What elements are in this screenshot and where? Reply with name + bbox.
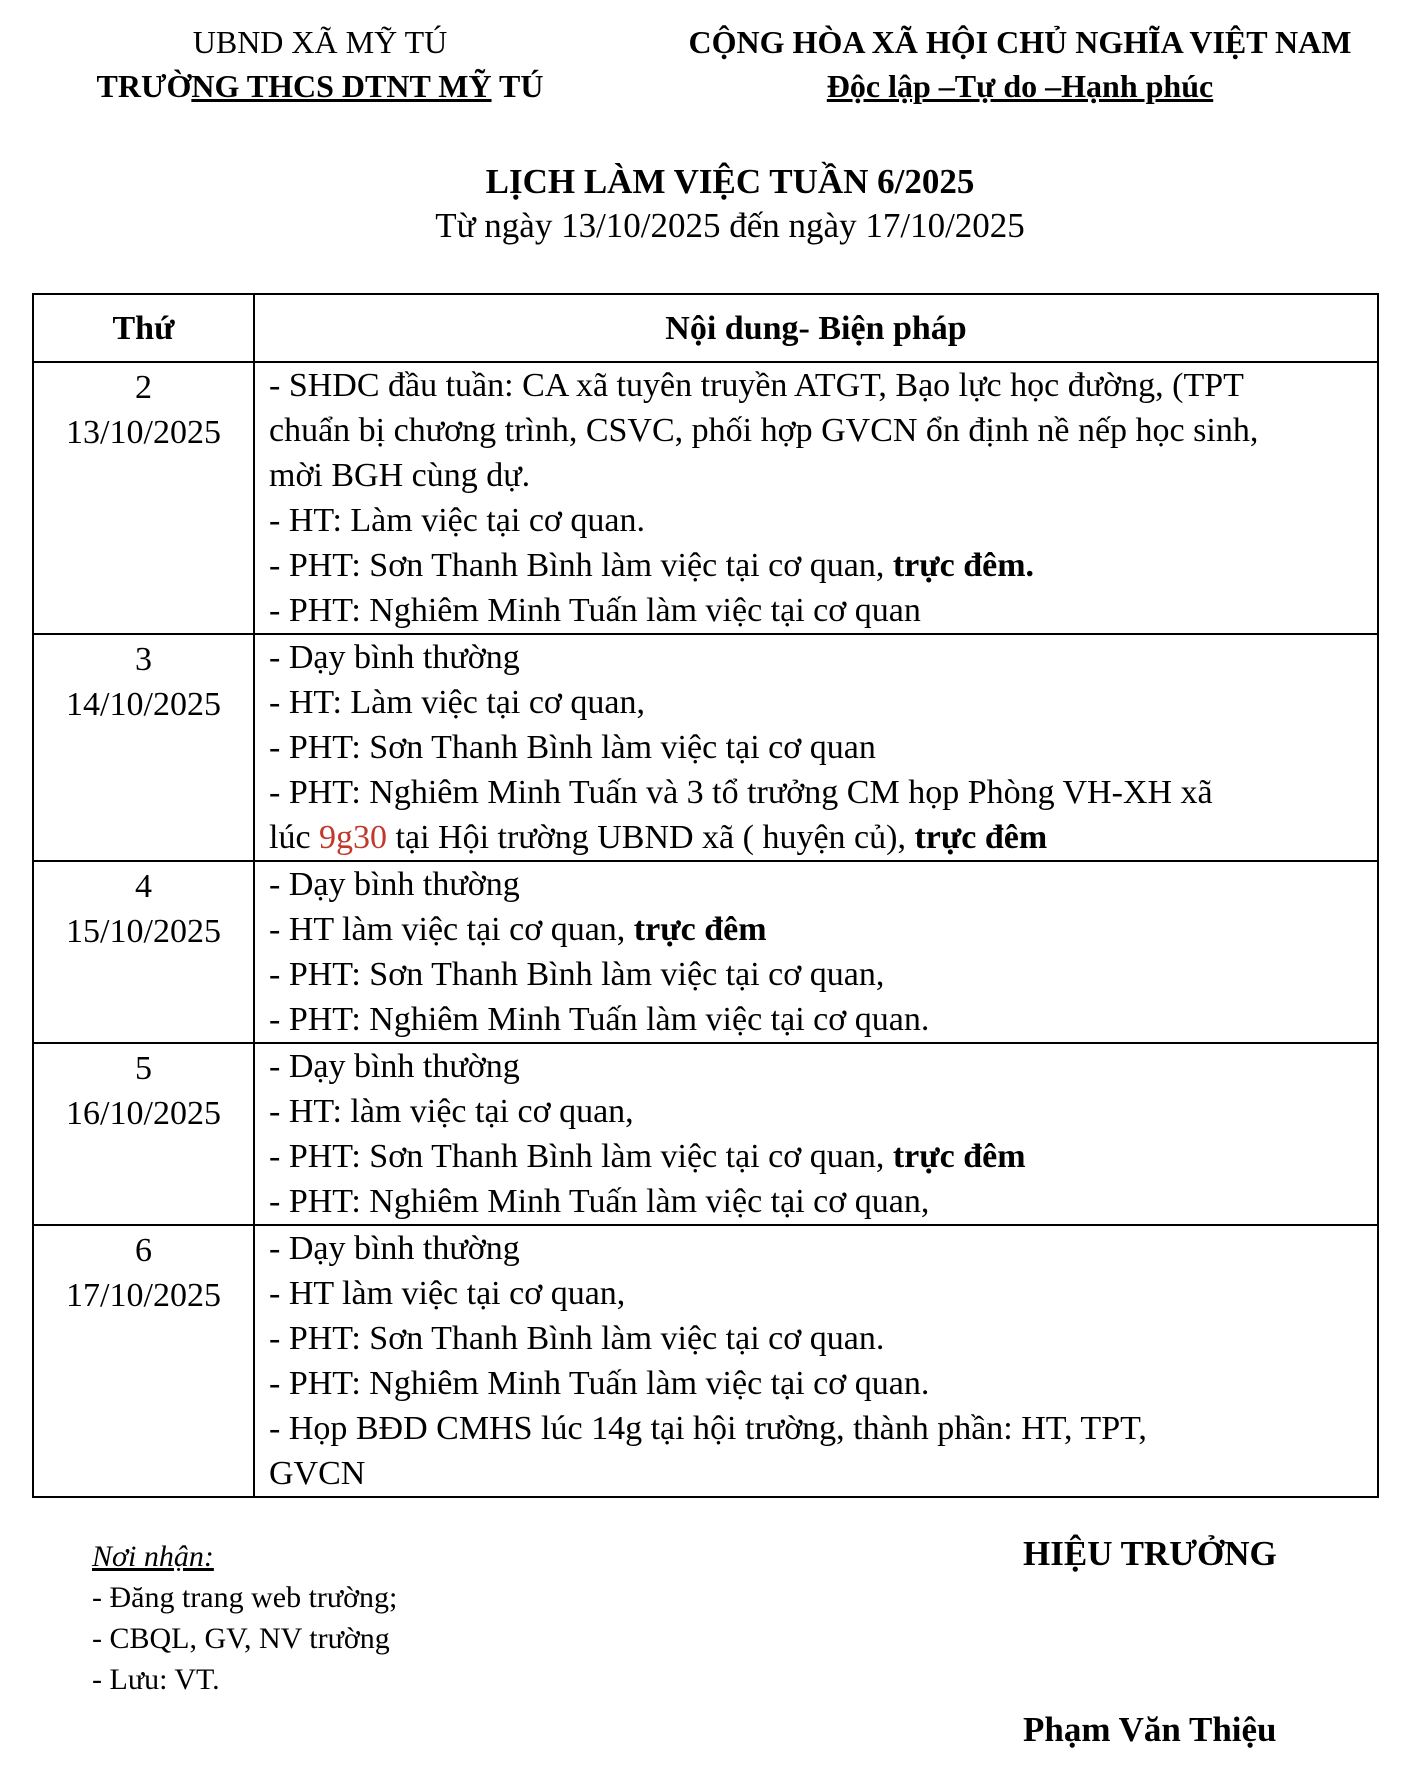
national-title: CỘNG HÒA XÃ HỘI CHỦ NGHĨA VIỆT NAM [688, 24, 1352, 60]
day-date: 13/10/2025 [66, 414, 221, 451]
day-number: 5 [135, 1050, 152, 1087]
content-line: - SHDC đầu tuần: CA xã tuyên truyền ATGT, Bạo lực học đường, (TPT [269, 367, 1244, 404]
night-duty-text: trực đêm [892, 1138, 1026, 1175]
content-line: - PHT: Sơn Thanh Bình làm việc tại cơ quan. [269, 1320, 885, 1357]
day-date: 16/10/2025 [66, 1095, 221, 1132]
day-date: 14/10/2025 [66, 686, 221, 723]
content-line: - Dạy bình thường [269, 1048, 520, 1085]
day-number: 4 [135, 868, 152, 905]
content-line: - HT: Làm việc tại cơ quan. [269, 502, 645, 539]
content-line: lúc 9g30 tại Hội trường UBND xã ( huyện củ), trực đêm [269, 819, 1048, 856]
content-line: - PHT: Sơn Thanh Bình làm việc tại cơ quan, [269, 956, 885, 993]
content-cell [254, 1043, 1378, 1225]
day-cell [33, 1043, 254, 1225]
recipients-label: Nơi nhận: [92, 1540, 214, 1573]
schedule-table [32, 293, 1379, 1498]
content-line: - PHT: Sơn Thanh Bình làm việc tại cơ quan, trực đêm [269, 1138, 1026, 1175]
content-line: - HT: làm việc tại cơ quan, [269, 1093, 634, 1130]
table-row [33, 362, 1378, 634]
content-cell [254, 634, 1378, 861]
content-line: - PHT: Nghiêm Minh Tuấn làm việc tại cơ quan, [269, 1183, 930, 1220]
issuer-authority: UBND XÃ MỸ TÚ [192, 24, 448, 60]
content-line: - HT làm việc tại cơ quan, [269, 1275, 626, 1312]
content-line: - PHT: Nghiêm Minh Tuấn làm việc tại cơ quan [269, 592, 921, 629]
table-header-row [33, 294, 1378, 362]
content-cell [254, 861, 1378, 1043]
column-header-day: Thứ [33, 294, 254, 362]
content-line: - Họp BĐD CMHS lúc 14g tại hội trường, thành phần: HT, TPT, [269, 1410, 1147, 1447]
day-number: 3 [135, 641, 152, 678]
recipients-block [92, 1536, 397, 1700]
day-number: 2 [135, 369, 152, 406]
content-cell [254, 362, 1378, 634]
issuer-school: TRƯỜNG THCS DTNT MỸ TÚ [96, 68, 544, 104]
content-line: chuẩn bị chương trình, CSVC, phối hợp GVCN ổn định nề nếp học sinh, [269, 412, 1259, 449]
content-line: mời BGH cùng dự. [269, 457, 531, 494]
content-line: - Dạy bình thường [269, 866, 520, 903]
signatory-title: HIỆU TRƯỞNG [1023, 1534, 1277, 1573]
day-number: 6 [135, 1232, 152, 1269]
recipient-item: - Đăng trang web trường; [92, 1581, 398, 1614]
column-header-content: Nội dung- Biện pháp [254, 294, 1378, 362]
day-cell [33, 861, 254, 1043]
day-cell [33, 1225, 254, 1497]
national-motto-block [660, 20, 1380, 108]
issuer-block [40, 20, 600, 108]
table-row [33, 634, 1378, 861]
content-line: - PHT: Nghiêm Minh Tuấn làm việc tại cơ quan. [269, 1001, 930, 1038]
meeting-time: 9g30 [319, 819, 388, 856]
content-line: - PHT: Sơn Thanh Bình làm việc tại cơ quan, trực đêm. [269, 547, 1035, 584]
content-line: - Dạy bình thường [269, 639, 520, 676]
night-duty-text: trực đêm [633, 911, 767, 948]
table-row [33, 861, 1378, 1043]
signatory-name: Phạm Văn Thiệu [1023, 1710, 1277, 1749]
day-cell [33, 362, 254, 634]
day-date: 15/10/2025 [66, 913, 221, 950]
document-title: LỊCH LÀM VIỆC TUẦN 6/2025 [485, 162, 975, 201]
day-date: 17/10/2025 [66, 1277, 221, 1314]
table-row [33, 1043, 1378, 1225]
content-line: - PHT: Nghiêm Minh Tuấn làm việc tại cơ quan. [269, 1365, 930, 1402]
day-cell [33, 634, 254, 861]
content-line: - PHT: Sơn Thanh Bình làm việc tại cơ quan [269, 729, 876, 766]
recipient-item: - CBQL, GV, NV trường [92, 1622, 390, 1655]
content-line: - PHT: Nghiêm Minh Tuấn và 3 tổ trưởng CM họp Phòng VH-XH xã [269, 774, 1213, 811]
recipient-item: - Lưu: VT. [92, 1663, 220, 1696]
content-line: GVCN [269, 1455, 366, 1492]
night-duty-text: trực đêm [914, 819, 1048, 856]
content-line: - HT: Làm việc tại cơ quan, [269, 684, 645, 721]
national-motto: Độc lập –Tự do –Hạnh phúc [826, 68, 1214, 104]
table-row [33, 1225, 1378, 1497]
night-duty-text: trực đêm. [892, 547, 1035, 584]
document-subtitle: Từ ngày 13/10/2025 đến ngày 17/10/2025 [435, 206, 1025, 245]
content-line: - HT làm việc tại cơ quan, trực đêm [269, 911, 767, 948]
content-cell [254, 1225, 1378, 1497]
content-line: - Dạy bình thường [269, 1230, 520, 1267]
